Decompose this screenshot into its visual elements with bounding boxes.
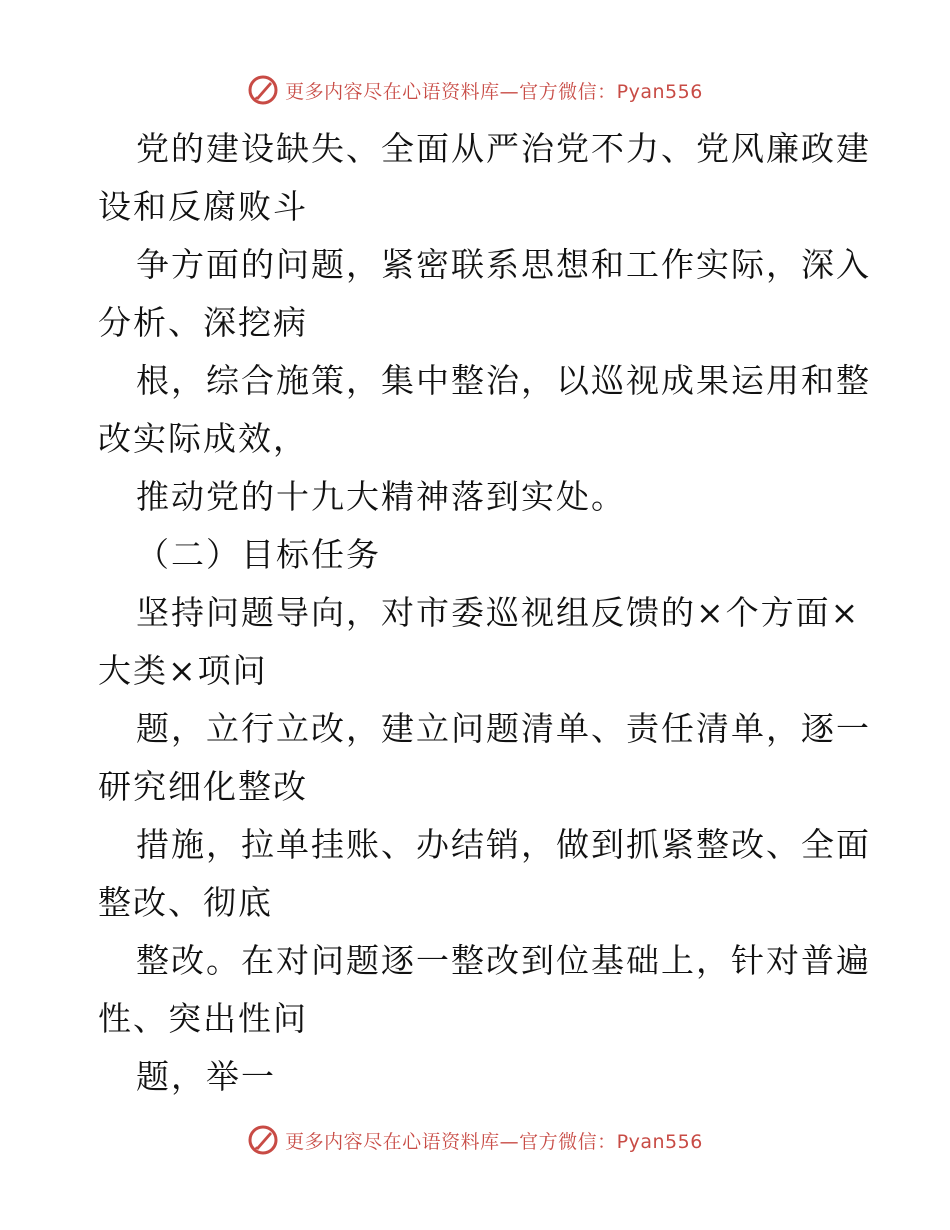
quill-logo-icon <box>247 74 279 106</box>
section-heading: （二）目标任务 <box>136 535 381 574</box>
body-line: 性、突出性问 <box>98 999 308 1038</box>
body-line: 改实际成效， <box>98 419 308 458</box>
document-body <box>98 120 871 1106</box>
body-line: 设和反腐败斗 <box>98 187 308 226</box>
body-line: 大类×项问 <box>98 651 268 690</box>
header-watermark-banner <box>0 70 950 110</box>
body-line: 根，综合施策，集中整治，以巡视成果运用和整 <box>136 361 871 400</box>
body-line: 整改。在对问题逐一整改到位基础上，针对普遍 <box>136 941 871 980</box>
footer-watermark-banner <box>0 1120 950 1160</box>
body-line: 争方面的问题，紧密联系思想和工作实际，深入 <box>136 245 871 284</box>
header-banner-text: 更多内容尽在心语资料库—官方微信：Pyan556 <box>285 80 703 103</box>
body-line: 题，举一 <box>136 1057 276 1096</box>
body-line: 措施，拉单挂账、办结销，做到抓紧整改、全面 <box>136 825 871 864</box>
footer-banner-text: 更多内容尽在心语资料库—官方微信：Pyan556 <box>285 1130 703 1153</box>
body-line: 题，立行立改，建立问题清单、责任清单，逐一 <box>136 709 871 748</box>
body-line: 坚持问题导向，对市委巡视组反馈的×个方面× <box>136 593 861 632</box>
body-line: 研究细化整改 <box>98 767 308 806</box>
body-line: 推动党的十九大精神落到实处。 <box>136 477 626 516</box>
body-line: 分析、深挖病 <box>98 303 308 342</box>
body-line: 整改、彻底 <box>98 883 273 922</box>
quill-logo-icon <box>247 1124 279 1156</box>
body-line: 党的建设缺失、全面从严治党不力、党风廉政建 <box>136 129 871 168</box>
